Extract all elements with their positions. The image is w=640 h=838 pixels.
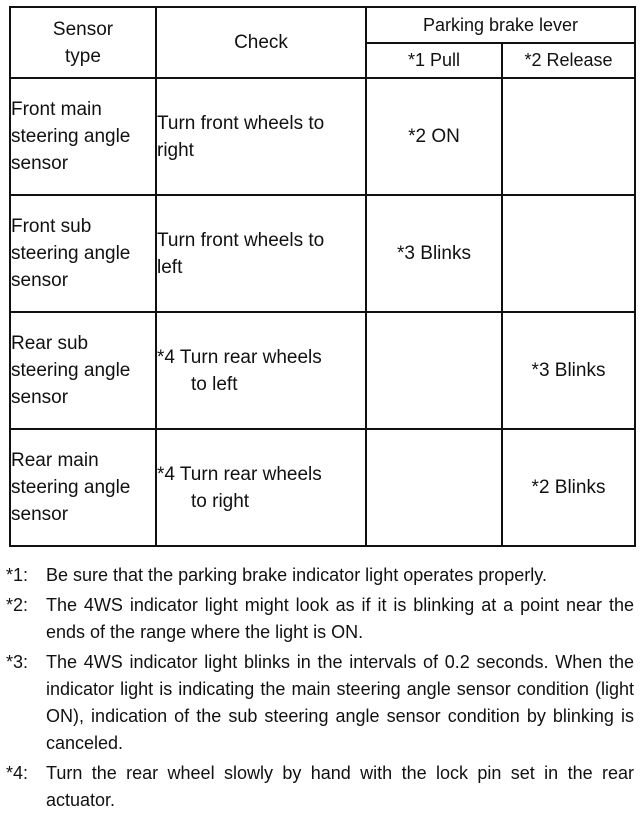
footnotes: [6, 562, 634, 817]
release-cell: [502, 78, 635, 195]
sensor-type-cell: Front main steering angle sensor: [10, 78, 156, 195]
pull-cell: *3 Blinks: [366, 195, 502, 312]
header-release: *2 Release: [502, 43, 635, 78]
footnote: [6, 649, 634, 757]
footnote-mark: *4:: [6, 763, 29, 783]
sensor-type-cell: Rear main steering angle sensor: [10, 429, 156, 546]
sensor-type-cell: Front sub steering angle sensor: [10, 195, 156, 312]
sensor-type-cell: Rear sub steering angle sensor: [10, 312, 156, 429]
table-row: [10, 195, 635, 312]
header-check: Check: [156, 7, 366, 78]
pull-cell: *2 ON: [366, 78, 502, 195]
table-row: [10, 312, 635, 429]
footnote-text: Turn the rear wheel slowly by hand with the lock pin set in the rear actuator.: [46, 763, 634, 810]
sensor-check-table: [9, 6, 636, 547]
pull-cell: [366, 312, 502, 429]
pull-cell: [366, 429, 502, 546]
check-cell: *4 Turn rear wheels to right: [156, 429, 366, 546]
footnote-text: Be sure that the parking brake indicator light operates properly.: [46, 565, 547, 585]
release-cell: *2 Blinks: [502, 429, 635, 546]
table-header-row: [10, 7, 635, 43]
footnote-text: The 4WS indicator light might look as if it is blinking at a point near the ends of the range where the light is ON.: [46, 595, 634, 642]
footnote: [6, 760, 634, 814]
header-sensor-type: Sensor type: [10, 7, 156, 78]
footnote-text: The 4WS indicator light blinks in the intervals of 0.2 seconds. When the indicator light is indicating the main steering angle sensor condition (light ON), indication of the sub steering angle sensor condition by blinking is canceled.: [46, 652, 634, 753]
footnote: [6, 592, 634, 646]
table-row: [10, 78, 635, 195]
header-pull: *1 Pull: [366, 43, 502, 78]
check-cell: Turn front wheels to left: [156, 195, 366, 312]
footnote-mark: *1:: [6, 565, 29, 585]
footnote-mark: *3:: [6, 652, 29, 672]
check-cell: Turn front wheels to right: [156, 78, 366, 195]
header-parking-brake-lever: Parking brake lever: [366, 7, 635, 43]
footnote: [6, 562, 634, 589]
release-cell: [502, 195, 635, 312]
table-row: [10, 429, 635, 546]
check-cell: *4 Turn rear wheels to left: [156, 312, 366, 429]
release-cell: *3 Blinks: [502, 312, 635, 429]
footnote-mark: *2:: [6, 595, 29, 615]
